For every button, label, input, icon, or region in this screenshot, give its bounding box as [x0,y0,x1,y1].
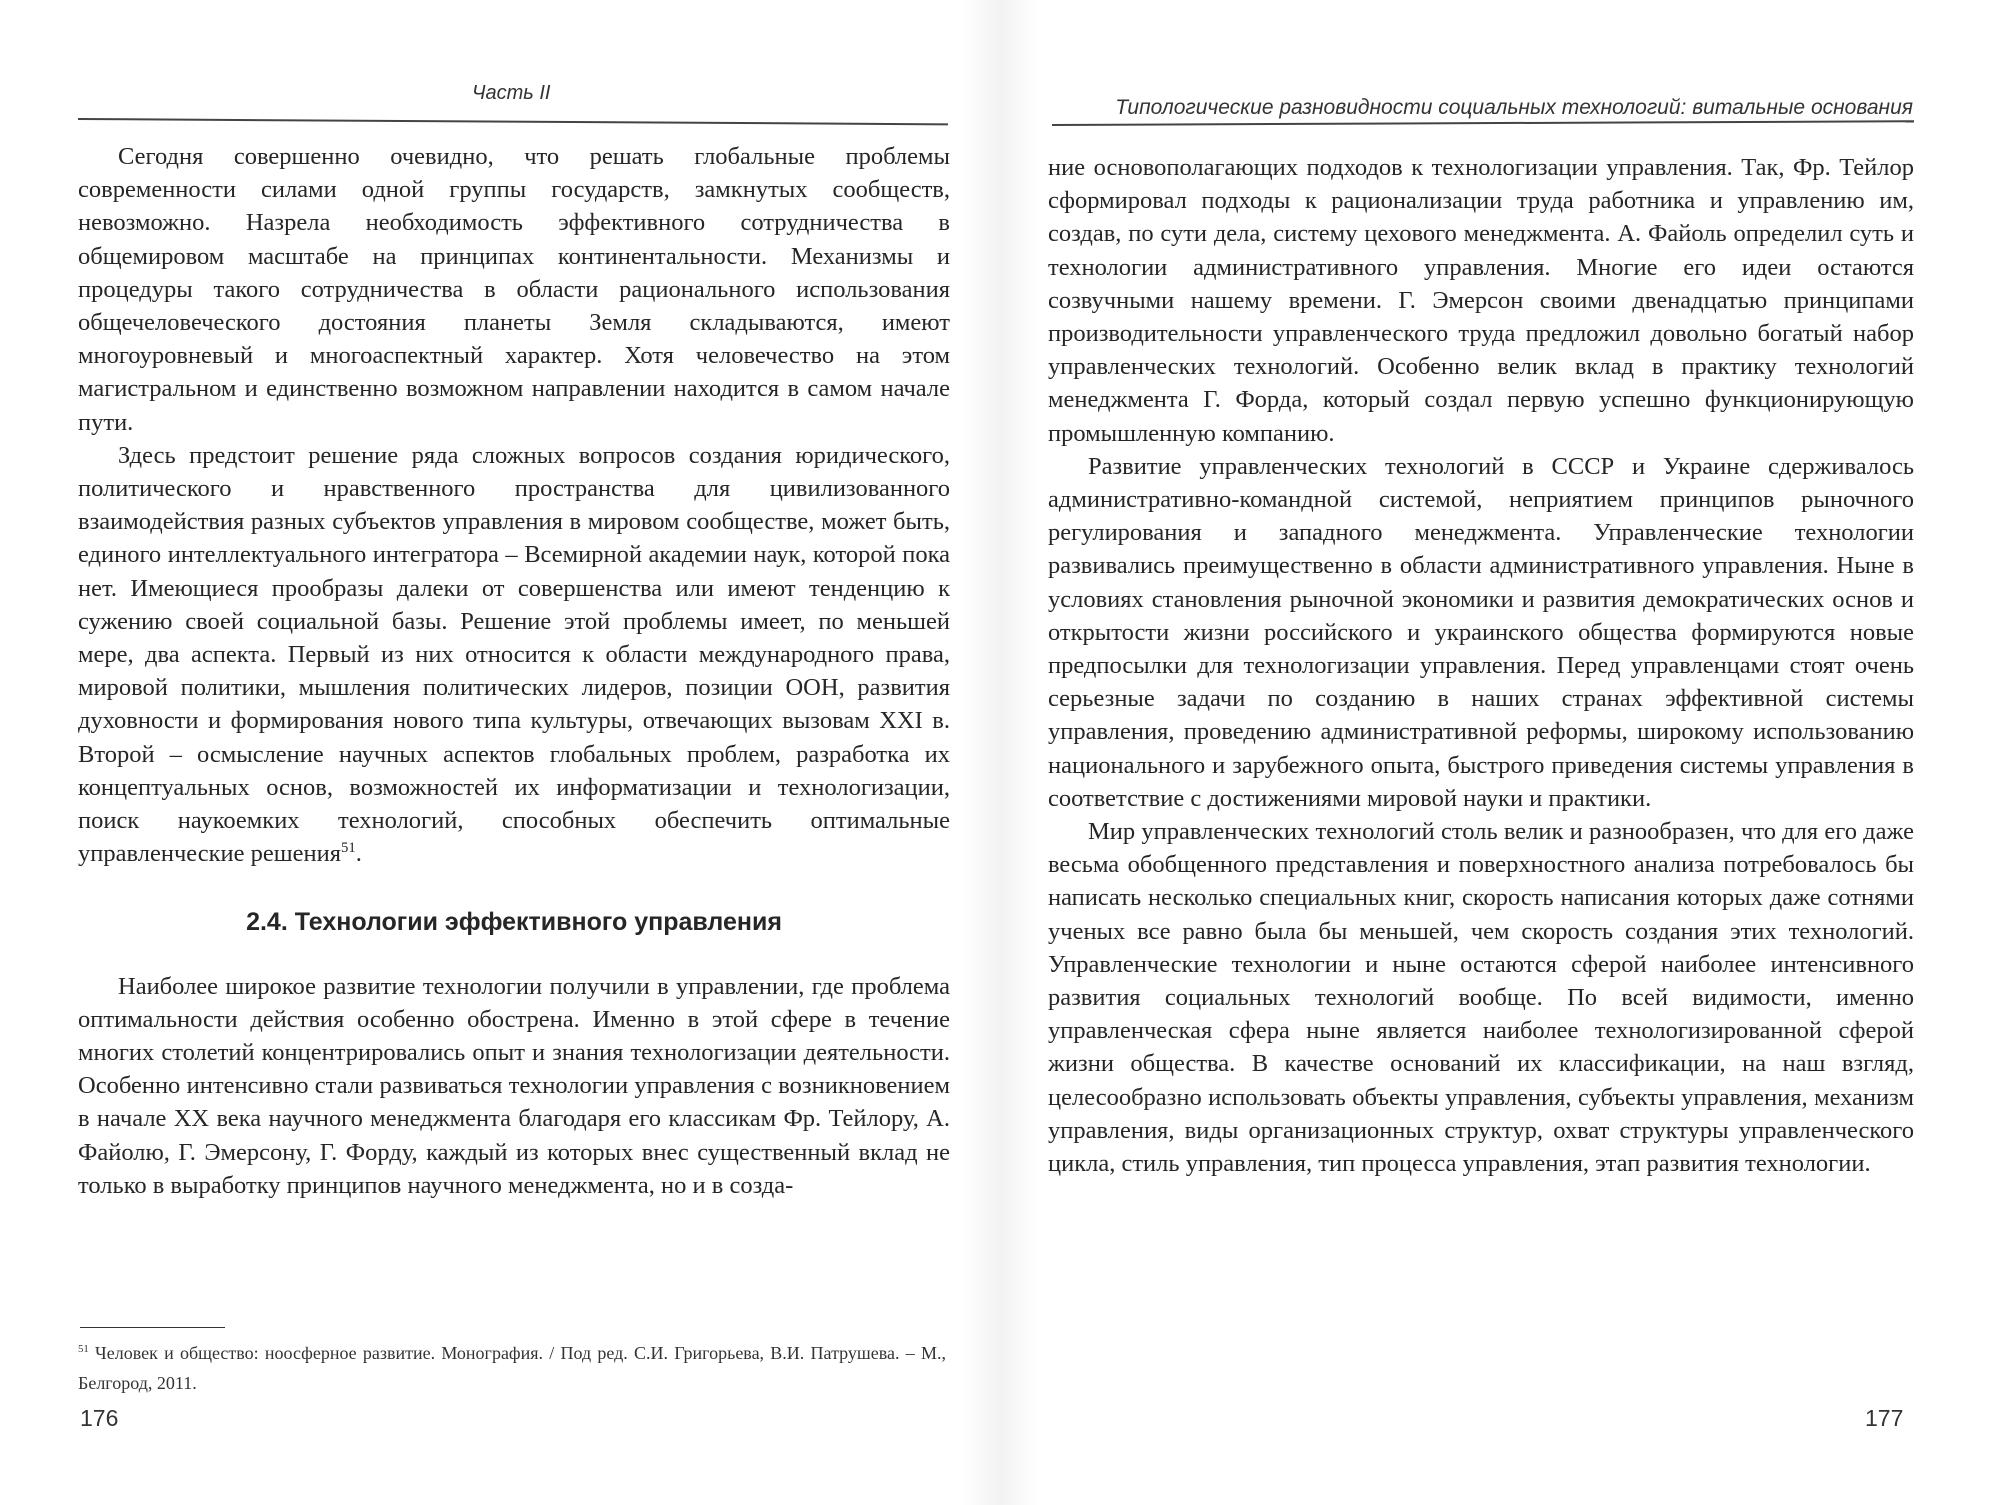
paragraph: Развитие управленческих технологий в СССР и Украине сдерживалось административно-командной системой, неприятием принципов рыночного регулирования и западного менеджмента. Управленческие технологии развивались преимущественно в области административного управления. Ныне в условиях становления рыночной экономики и развития демократических основ и открытости жизни российского и украинского общества формируются новые предпосылки для технологизации управления. Перед управленцами стоят очень серьезные задачи по созданию в наших странах эффективной системы управления, проведению административной реформы, широкому использованию национального и зарубежного опыта, быстрого приведения системы управления в соответствие с достижениями мировой науки и практики. [1048,452,1914,812]
paragraph-text: Здесь предстоит решение ряда сложных вопросов создания юридического, политического и нравственного пространства для цивилизованного взаимодействия разных субъектов управления в мировом сообществе, может быть, единого интеллектуального интегратора – Всемирной академии наук, которой пока нет. Имеющиеся прообразы далеки от совершенства или имеют тенденцию к сужению своей социальной базы. Решение этой проблемы имеет, по меньшей мере, два аспекта. Первый из них относится к области международного права, мировой политики, мышления политических лидеров, позиции ООН, развития духовности и формирования нового типа культуры, отвечающих вызовам XXI в. Второй – осмысление научных аспектов глобальных проблем, разработка их концептуальных основ, возможностей их информатизации и технологизации, поиск наукоемких технологий, способных обеспечить оптимальные управленческие решения [78,441,950,868]
header-rule [1052,120,1914,126]
paragraph: Мир управленческих технологий столь велик и разнообразен, что для его даже весьма обобщенного представления и поверхностного анализа потребовалось бы написать несколько специальных книг, скорость написания которых даже сотнями ученых все равно была бы меньшей, чем скорость создания этих технологий. Управленческие технологии и ныне остаются сферой наиболее интенсивного развития социальных технологий вообще. По всей видимости, именно управленческая сфера ныне является наиболее технологизированной сферой жизни общества. В качестве оснований их классификации, на наш взгляд, целесообразно использовать объекты управления, субъекты управления, механизм управления, виды организационных структур, охват структуры управленческого цикла, стиль управления, тип процесса управления, этап развития технологии. [1048,818,1914,1178]
paragraph: Сегодня совершенно очевидно, что решать глобальные проблемы современности силами одной группы государств, замкнутых сообществ, невозможно. Назрела необходимость эффективного сотрудничества в общемировом масштабе на принципах континентальности. Механизмы и процедуры такого сотрудничества в области рационального использования общечеловеческого достояния планеты Земля складываются, имеют многоуровневый и многоаспектный характер. Хотя человечество на этом магистральном и единственно возможном направлении находится в самом начале пути. [78,143,950,436]
footnote-text: Человек и общество: ноосферное развитие. Монография. / Под ред. С.И. Григорьева, В.И. Патрушева. – М., Белгород, 2011. [78,1343,947,1393]
footnote [78,1338,946,1398]
left-text-block [78,140,950,1202]
book-gutter [962,0,1038,1505]
running-head: Часть II [472,82,551,104]
footnote-separator [80,1327,225,1328]
right-page [1000,0,2000,1505]
footnote-number: 51 [78,1343,89,1355]
footnote-reference: 51 [341,840,356,857]
right-text-block [1048,151,1914,1180]
paragraph: Наиболее широкое развитие технологии получили в управлении, где проблема оптимальности действия особенно обострена. Именно в этой сфере в течение многих столетий концентрировались опыт и знания технологизации деятельности. Особенно интенсивно стали развиваться технологии управления с возникновением в начале XX века научного менеджмента благодаря его классикам Фр. Тейлору, А. Файолю, Г. Эмерсону, Г. Форду, каждый из которых внес существенный вклад не только в выработку принципов научного менеджмента, но и в созда- [78,972,950,1199]
header-rule [78,118,948,125]
paragraph: Здесь предстоит решение ряда сложных вопросов создания юридического, политического и нравственного пространства для цивилизованного взаимодействия разных субъектов управления в мировом сообществе, может быть, единого интеллектуального интегратора – Всемирной академии наук, которой пока нет. Имеющиеся прообразы далеки от совершенства или имеют тенденцию к сужению своей социальной базы. Решение этой проблемы имеет, по меньшей мере, два аспекта. Первый из них относится к области международного права, мировой политики, мышления политических лидеров, позиции ООН, развития духовности и формирования нового типа культуры, отвечающих вызовам XXI в. Второй – осмысление научных аспектов глобальных проблем, разработка их концептуальных основ, возможностей их информатизации и технологизации, поиск наукоемких технологий, способных обеспечить оптимальные управленческие решения$^{51}$. [78,441,950,868]
section-title: 2.4. Технологии эффективного управления [246,908,782,937]
paragraph: ние основополагающих подходов к технологизации управления. Так, Фр. Тейлор сформировал подходы к рационализации труда работника и управлению им, создав, по сути дела, систему цехового менеджмента. А. Файоль определил суть и технологии административного управления. Многие его идеи остаются созвучными нашему времени. Г. Эмерсон своими двенадцатью принципами производительности управленческого труда предложил довольно богатый набор управленческих технологий. Особенно велик вклад в практику технологий менеджмента Г. Форда, который создал первую успешно функционирующую промышленную компанию. [1048,154,1914,447]
page-number: 176 [80,1405,119,1431]
page-number: 177 [1865,1405,1904,1431]
running-head: Типологические разновидности социальных технологий: витальные основания [1115,96,1913,119]
